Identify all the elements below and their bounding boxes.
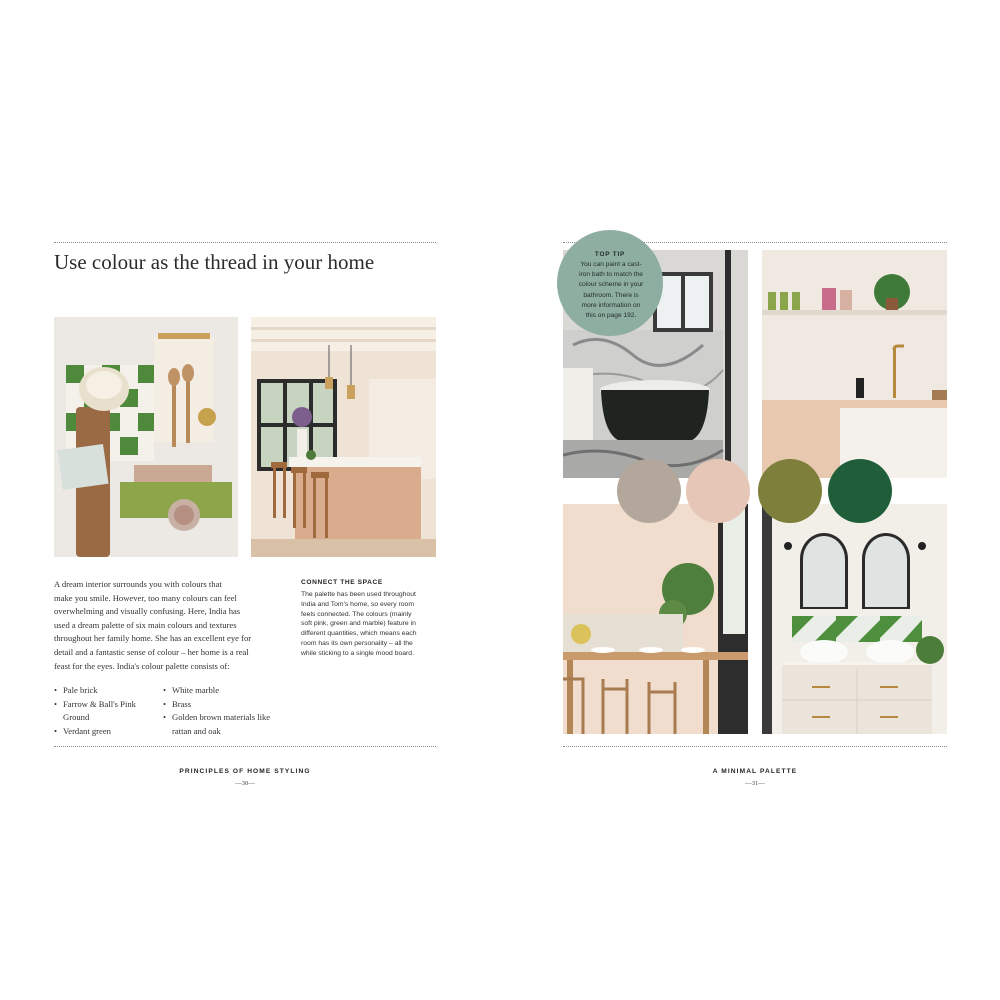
dining-photo <box>563 504 748 734</box>
top-tip-text <box>571 260 651 321</box>
vanity-photo <box>762 504 947 734</box>
body-line: make you smile. However, too many colours can feel <box>54 592 237 603</box>
olive-swatch <box>758 459 822 523</box>
tip-line: You can paint a cast- <box>580 261 642 268</box>
bottom-rule-right <box>563 746 947 747</box>
body-line: feast for the eyes. India's colour palette consists of: <box>54 660 230 671</box>
sidebar-line: soft pink, green and marble) feature in <box>301 620 416 628</box>
page-number-left: —30— <box>235 780 255 787</box>
top-rule-left <box>54 242 436 243</box>
tip-line: iron bath to match the <box>579 271 643 279</box>
sidebar-line: The palette has been used throughout <box>301 591 416 598</box>
tip-line: colour scheme in your <box>578 281 644 289</box>
top-tip-heading: TOP TIP <box>594 251 626 258</box>
sidebar-heading: CONNECT THE SPACE <box>301 579 383 586</box>
tip-line: this on page 192. <box>585 312 637 320</box>
list-item: • Pale brick <box>54 684 158 698</box>
sink-photo <box>762 250 947 478</box>
body-line: throughout her family home. She has an excellent eye for <box>54 633 252 644</box>
sidebar-line: different quantities, which means each <box>301 630 417 638</box>
green-swatch <box>828 459 892 523</box>
palette-list-col1 <box>54 684 158 738</box>
sidebar-line: while sticking to a single mood board. <box>301 649 414 657</box>
bottom-rule-left <box>54 746 436 747</box>
page-number-right: —31— <box>745 780 765 787</box>
taupe-swatch <box>617 459 681 523</box>
sidebar-text <box>301 590 441 659</box>
sidebar-line: India and Tom's home, so every room <box>301 600 414 608</box>
list-item: • Verdant green <box>54 725 158 739</box>
list-item: • White marble <box>163 684 275 698</box>
kitchen-photo <box>251 317 436 557</box>
body-line: used a dream palette of six main colours and textures <box>54 619 237 630</box>
list-item: • Brass <box>163 698 275 712</box>
pink-swatch <box>686 459 750 523</box>
list-item: • Farrow & Ball's Pink Ground <box>54 698 158 725</box>
sidebar-line: room has its own personality – all the <box>301 639 413 647</box>
page-heading: Use colour as the thread in your home <box>54 250 375 274</box>
moodboard-photo <box>54 317 238 557</box>
footer-title-right: A MINIMAL PALETTE <box>712 768 798 775</box>
palette-list-col2 <box>163 684 275 738</box>
list-item: • Golden brown materials like rattan and oak <box>163 711 275 738</box>
body-text <box>54 578 286 673</box>
sidebar-line: feels connected. The colours (mainly <box>301 610 412 618</box>
tip-line: bathroom. There is <box>583 291 639 299</box>
body-line: detail and a fantastic sense of colour – her home is a real <box>54 646 249 657</box>
body-line: overwhelming and visually confusing. Here, India has <box>54 606 241 617</box>
footer-title-left: PRINCIPLES OF HOME STYLING <box>179 768 311 775</box>
tip-line: more information on <box>581 301 641 309</box>
body-line: A dream interior surrounds you with colours that <box>54 579 222 589</box>
